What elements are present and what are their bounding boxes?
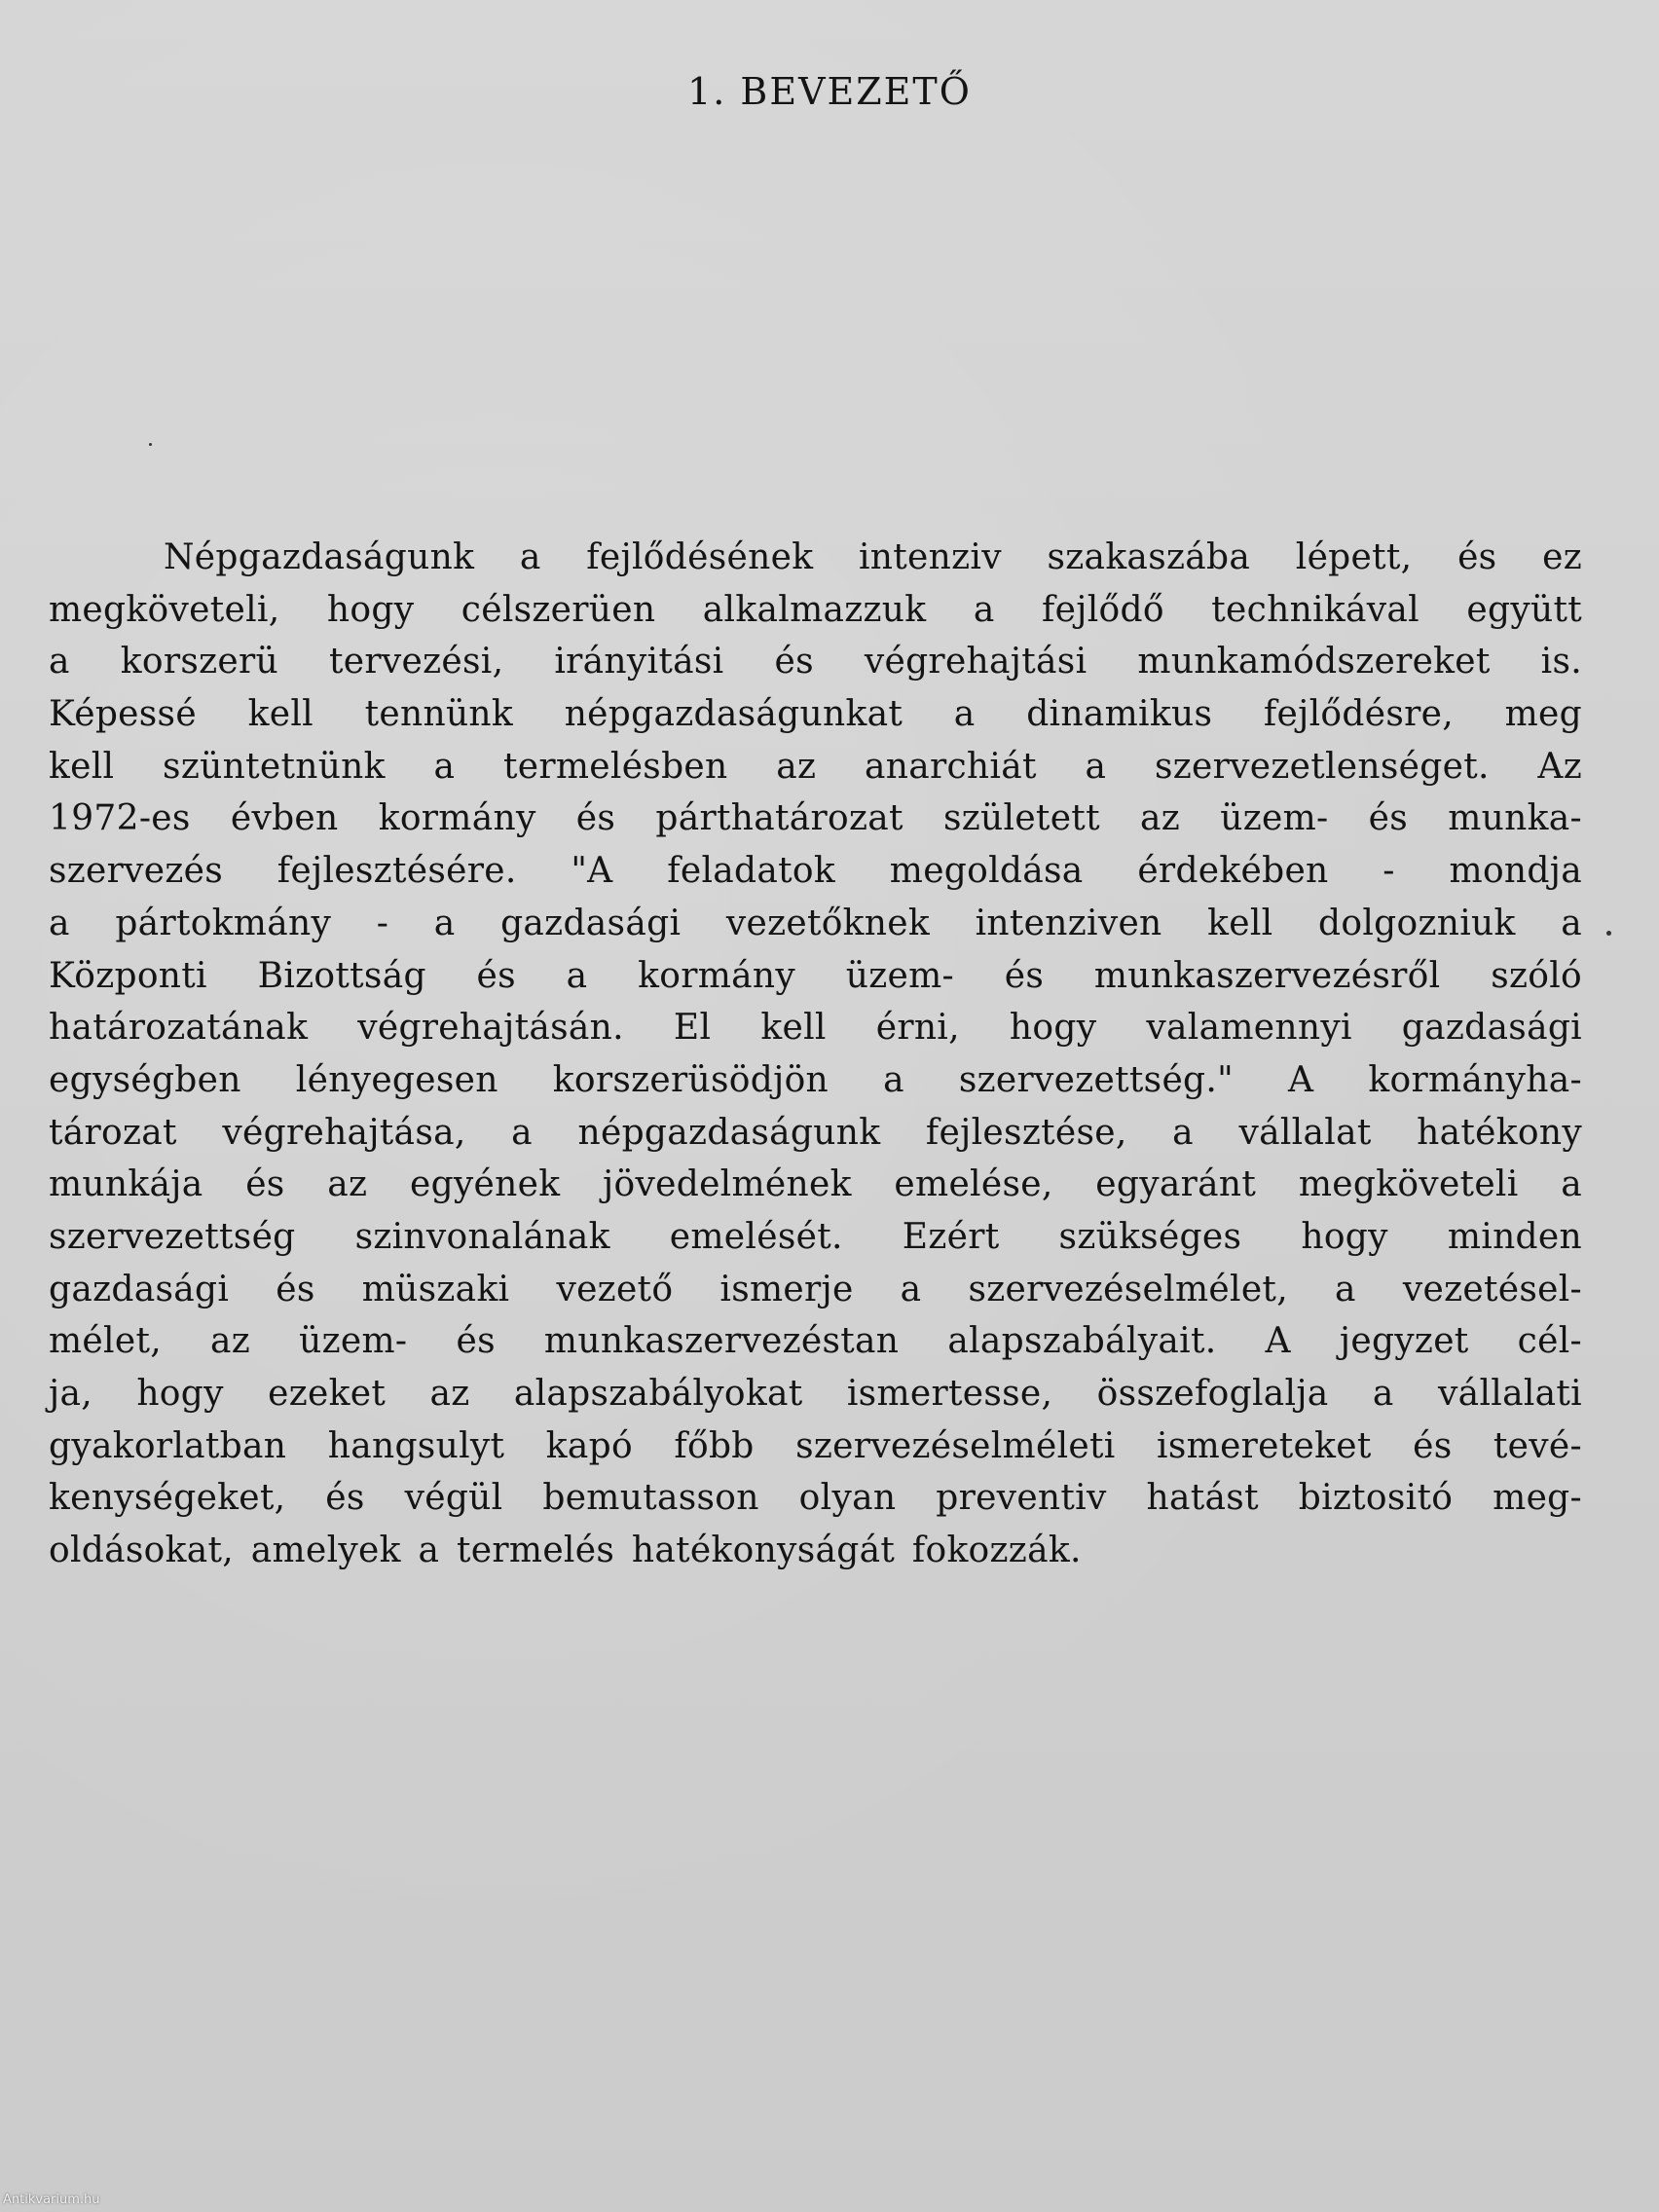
- paragraph-line: 1972-es évben kormány és párthatározat született az üzem- és munka-: [49, 798, 1582, 839]
- paragraph-line: Központi Bizottság és a kormány üzem- és munkaszervezésről szóló: [49, 955, 1582, 996]
- paragraph-line: a pártokmány - a gazdasági vezetőknek intenziven kell dolgozniuk a: [49, 903, 1582, 943]
- paragraph-line: kenységeket, és végül bemutasson olyan preventiv hatást biztositó meg-: [49, 1478, 1582, 1519]
- paragraph-line: Népgazdaságunk a fejlődésének intenziv szakaszába lépett, és ez: [164, 537, 1582, 577]
- introduction-paragraph: [49, 532, 1582, 1577]
- paragraph-line: határozatának végrehajtásán. El kell érni, hogy valamennyi gazdasági: [49, 1008, 1582, 1049]
- paragraph-line: oldásokat, amelyek a termelés hatékonyságát fokozzák.: [49, 1530, 1082, 1571]
- paragraph-line: ja, hogy ezeket az alapszabályokat ismertesse, összefoglalja a vállalati: [49, 1374, 1582, 1414]
- paragraph-line: Képessé kell tennünk népgazdaságunkat a dinamikus fejlődésre, meg: [49, 694, 1582, 735]
- paragraph-line: kell szüntetnünk a termelésben az anarchiát a szervezetlenséget. Az: [49, 746, 1582, 787]
- paragraph-line: mélet, az üzem- és munkaszervezéstan alapszabályait. A jegyzet cél-: [49, 1321, 1582, 1362]
- paragraph-line: gazdasági és müszaki vezető ismerje a szervezéselmélet, a vezetésel-: [49, 1269, 1582, 1309]
- chapter-heading: 1. BEVEZETŐ: [687, 70, 972, 113]
- paragraph-line: gyakorlatban hangsulyt kapó főbb szervezéselméleti ismereteket és tevé-: [49, 1425, 1582, 1466]
- ink-speck: [1606, 931, 1611, 936]
- paragraph-line: szervezés fejlesztésére. "A feladatok megoldása érdekében - mondja: [49, 851, 1582, 892]
- paragraph-line: szervezettség szinvonalának emelését. Ezért szükséges hogy minden: [49, 1216, 1582, 1257]
- paragraph-line: tározat végrehajtása, a népgazdaságunk fejlesztése, a vállalat hatékony: [49, 1112, 1582, 1153]
- paragraph-line: megköveteli, hogy célszerüen alkalmazzuk a fejlődő technikával együtt: [49, 589, 1582, 630]
- paragraph-line: egységben lényegesen korszerüsödjön a szervezettség." A kormányha-: [49, 1059, 1582, 1100]
- watermark: Antikvarium.hu: [3, 2193, 100, 2207]
- paragraph-line: a korszerü tervezési, irányitási és végrehajtási munkamódszereket is.: [49, 642, 1582, 682]
- paragraph-line: munkája és az egyének jövedelmének emelése, egyaránt megköveteli a: [49, 1164, 1582, 1205]
- ink-speck: [149, 443, 152, 446]
